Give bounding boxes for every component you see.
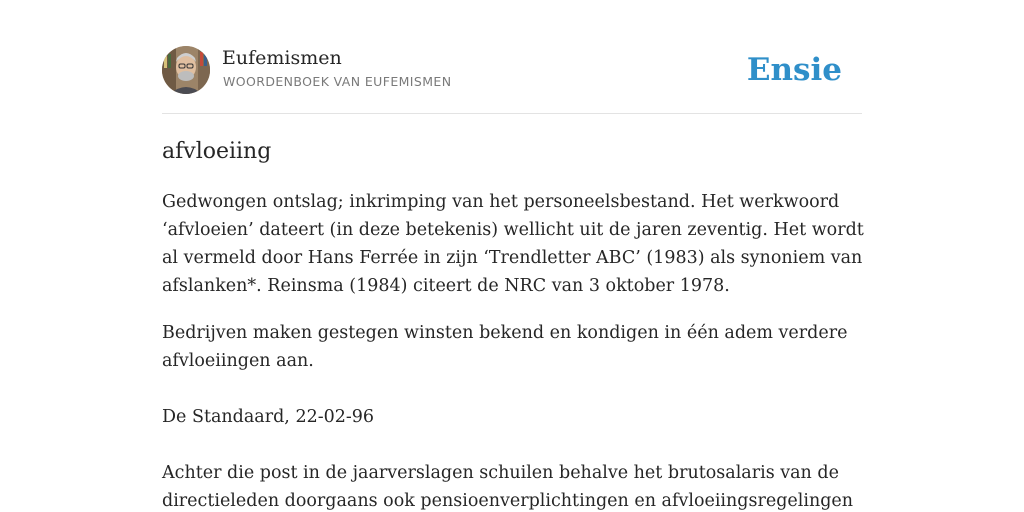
- avatar[interactable]: [162, 46, 210, 94]
- header-divider: [162, 113, 862, 114]
- citation-quote: Achter die post in de jaarverslagen schuilen behalve het brutosalaris van de directieleden doorgaans ook pensioenverplichtingen en afvloeiingsregelingen: [162, 463, 854, 511]
- entry-term: afvloeiing: [162, 139, 272, 164]
- citation-quote: Bedrijven maken gestegen winsten bekend en kondigen in één adem verdere afvloeiingen aan.: [162, 323, 848, 371]
- citation-source: De Standaard, 22-02-96: [162, 407, 375, 427]
- site-subtitle: WOORDENBOEK VAN EUFEMISMEN: [223, 74, 452, 89]
- entry-content: [162, 137, 867, 512]
- site-header: [162, 46, 862, 96]
- site-title[interactable]: Eufemismen: [222, 47, 342, 69]
- brand-logo-link[interactable]: Ensie: [746, 52, 842, 88]
- author-portrait-icon: [162, 46, 210, 94]
- entry-definition: Gedwongen ontslag; inkrimping van het personeelsbestand. Het werkwoord ‘afvloeien’ dateert (in deze betekenis) wellicht uit de jaren zeventig. Het wordt al vermeld door Hans Ferrée in zijn ‘Trendletter ABC’ (1983) als synoniem van afslanken*. Reinsma (1984) citeert de NRC van 3 oktober 1978.: [162, 192, 864, 296]
